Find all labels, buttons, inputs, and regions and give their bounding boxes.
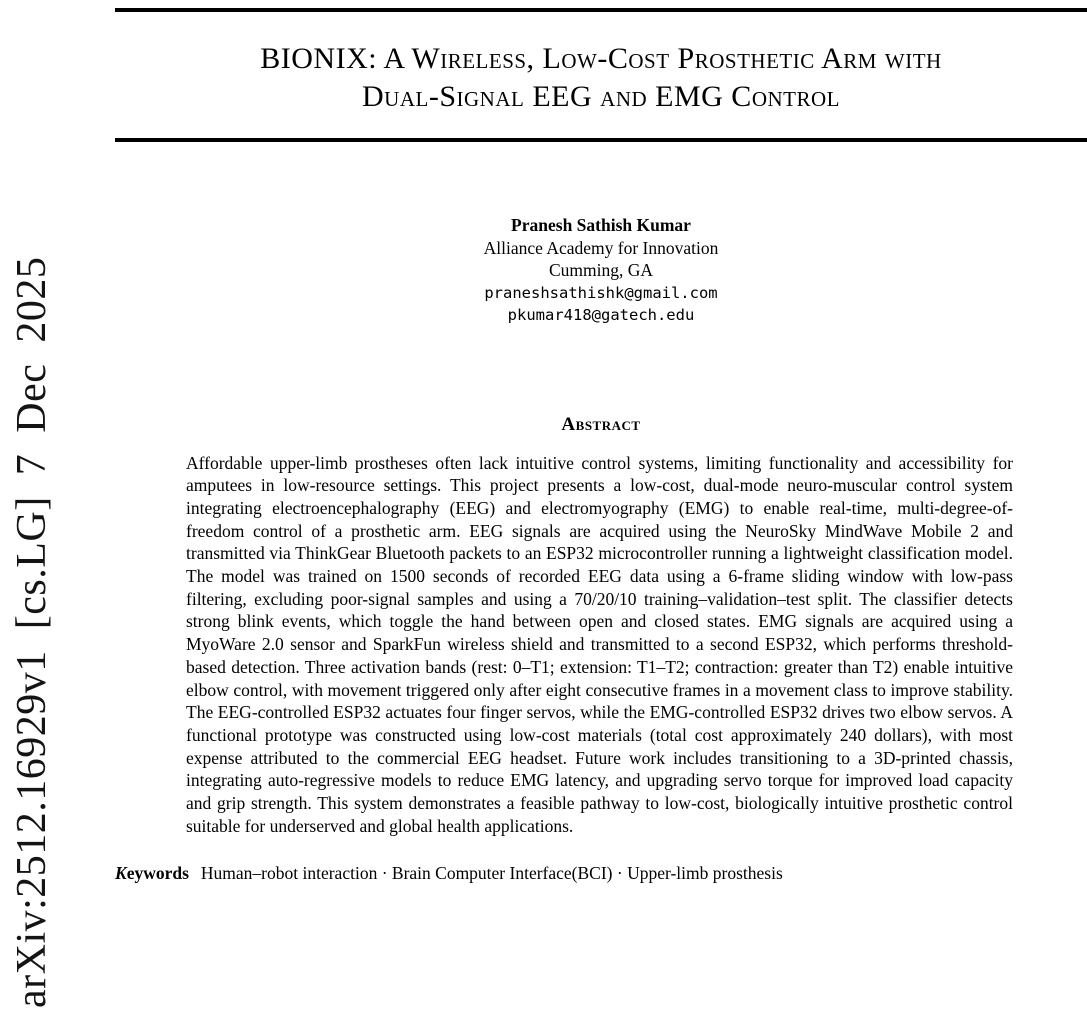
author-block bbox=[115, 214, 1087, 326]
page-body bbox=[115, 0, 1087, 884]
paper-title-line2: Dual-Signal EEG and EMG Control bbox=[362, 80, 840, 113]
author-affiliation: Alliance Academy for Innovation bbox=[483, 237, 719, 258]
abstract-heading: Abstract bbox=[561, 413, 641, 435]
keywords-label: Keywords bbox=[115, 863, 189, 884]
author-email-university: pkumar418@gatech.edu bbox=[507, 305, 695, 324]
paper-title-line1: BIONIX: A Wireless, Low-Cost Prosthetic Arm with bbox=[260, 42, 942, 75]
title-rule bbox=[115, 138, 1087, 142]
keywords-line bbox=[115, 863, 1087, 884]
top-rule bbox=[115, 8, 1087, 12]
paper-title bbox=[115, 40, 1087, 116]
keywords-text: Human–robot interaction · Brain Computer Interface(BCI) · Upper-limb prosthesis bbox=[200, 863, 783, 884]
abstract-text: Affordable upper-limb prostheses often lack intuitive control systems, limiting functionality and accessibility for amputees in low-resource settings. This project presents a low-cost, dual-mode neuro-muscular control system integrating electroencephalography (EEG) and electromyography (EMG) to enable real-time, multi-degree-of-freedom control of a prosthetic arm. EEG signals are acquired using the NeuroSky MindWave Mobile 2 and transmitted via ThinkGear Bluetooth packets to an ESP32 microcontroller running a lightweight classification model. The model was trained on 1500 seconds of recorded EEG data using a 6-frame sliding window with low-pass filtering, excluding poor-signal samples and using a 70/20/10 training–validation–test split. The classifier detects strong blink events, which toggle the hand between open and closed states. EMG signals are acquired using a MyoWare 2.0 sensor and SparkFun wireless shield and transmitted to a second ESP32, which performs threshold-based detection. Three activation bands (rest: 0–T1; extension: T1–T2; contraction: greater than T2) enable intuitive elbow control, with movement triggered only after eight consecutive frames in a movement class to improve stability. The EEG-controlled ESP32 actuates four finger servos, while the EMG-controlled ESP32 drives two elbow servos. A functional prototype was constructed using low-cost materials (total cost approximately 240 dollars), with most expense attributed to the commercial EEG headset. Future work includes transitioning to a 3D-printed chassis, integrating auto-regressive models to reduce EMG latency, and upgrading servo torque for improved load capacity and grip strength. This system demonstrates a feasible pathway to low-cost, biologically intuitive prosthetic control suitable for underserved and global health applications. bbox=[186, 452, 1013, 836]
author-name: Pranesh Sathish Kumar bbox=[511, 215, 691, 235]
arxiv-watermark: arXiv:2512.16929v1 [cs.LG] 7 Dec 2025 bbox=[9, 256, 55, 1008]
author-email-personal: praneshsathishk@gmail.com bbox=[484, 283, 718, 302]
author-location: Cumming, GA bbox=[548, 260, 654, 280]
